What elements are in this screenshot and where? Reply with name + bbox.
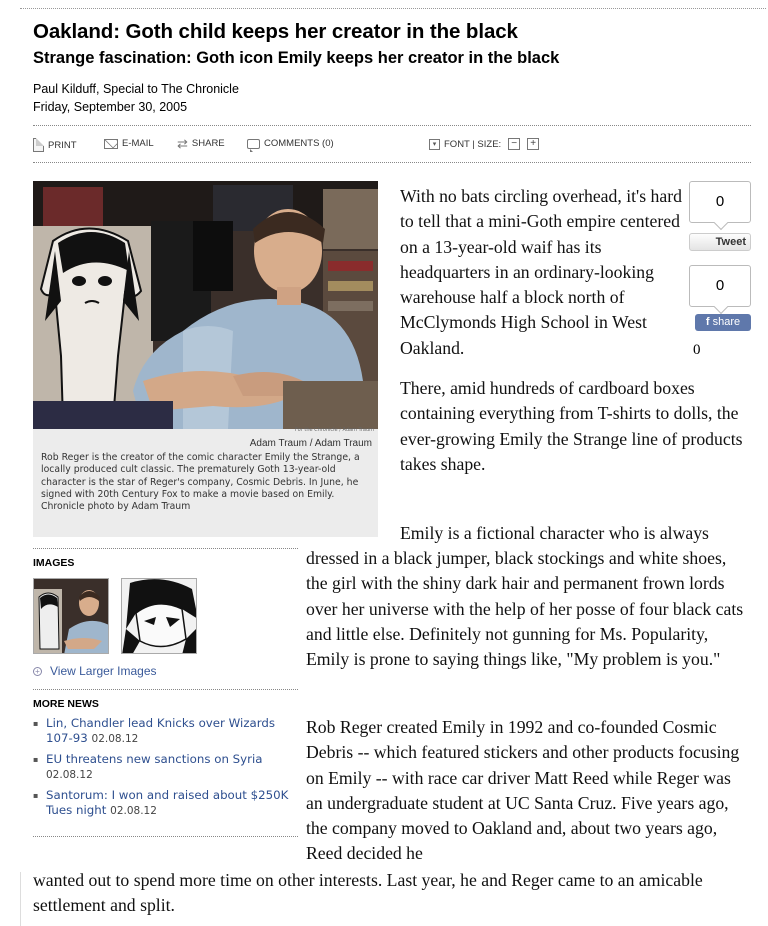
body-paragraph-4: Rob Reger created Emily in 1992 and co-founded Cosmic Debris -- which featured stickers and other products focusing on Emily -- with race car driver Matt Reed while Reger was an undergraduate student at UC Santa Cruz. Five years ago, the company moved to Oakland and, about two years ago, Reed decided he xyxy=(306,717,740,864)
more-news-title: MORE NEWS xyxy=(33,698,99,710)
news-link[interactable]: EU threatens new sanctions on Syria xyxy=(46,752,263,766)
byline: Paul Kilduff, Special to The Chronicle xyxy=(33,82,239,96)
news-date: 02.08.12 xyxy=(110,805,157,817)
news-item xyxy=(33,788,295,819)
font-icon: ▾ xyxy=(429,139,440,150)
facebook-share-button[interactable] xyxy=(695,314,751,331)
print-icon xyxy=(33,138,44,152)
body-paragraph-3: dressed in a black jumper, black stockings and white shoes, the girl with the shiny dark hair and permanent frown lords over her universe with the help of her posse of four black cats and little else. Definitely not gunning for Ms. Popularity, Emily is prone to saying things like, "My problem is you." xyxy=(306,548,744,670)
increase-font-button[interactable]: + xyxy=(527,138,539,150)
headline: Oakland: Goth child keeps her creator in the black xyxy=(33,20,518,43)
body-paragraph-4-continued: wanted out to spend more time on other interests. Last year, he and Reger came to an amicable settlement and split. xyxy=(33,870,703,916)
facebook-icon: f xyxy=(705,316,710,328)
images-title: IMAGES xyxy=(33,557,75,569)
photo-small-credit: For the Chronicle / Adam Traum xyxy=(294,427,374,433)
font-size-label: FONT | SIZE: xyxy=(444,138,502,150)
article-toolbar xyxy=(33,135,751,157)
email-label: E-MAIL xyxy=(122,138,154,149)
view-larger-label: View Larger Images xyxy=(50,664,157,678)
photo-module xyxy=(33,181,378,537)
body-paragraph-3-start: Emily is a fictional character who is always xyxy=(400,523,709,543)
left-margin-rule xyxy=(20,872,21,926)
sidebar-bottom-rule xyxy=(33,836,298,837)
news-item xyxy=(33,716,295,747)
comment-icon xyxy=(247,139,260,149)
print-button[interactable] xyxy=(33,138,77,152)
top-divider xyxy=(20,8,766,9)
facebook-count: 0 xyxy=(693,342,701,358)
social-widgets xyxy=(688,181,752,361)
plus-circle-icon: + xyxy=(33,667,42,676)
toolbar-top-rule xyxy=(33,125,751,126)
more-news-list xyxy=(33,716,295,824)
share-count: 0 xyxy=(689,265,751,307)
comments-button[interactable] xyxy=(247,138,334,149)
share-label: SHARE xyxy=(191,138,225,149)
news-link[interactable]: Lin, Chandler lead Knicks over Wizards 107-93 xyxy=(46,716,276,745)
tweet-count: 0 xyxy=(689,181,751,223)
photo-credit: Adam Traum / Adam Traum xyxy=(249,438,372,449)
thumbnail-photo-1[interactable] xyxy=(33,578,109,654)
email-button[interactable] xyxy=(104,138,154,149)
sidebar-middle-rule xyxy=(33,689,298,690)
font-size-control xyxy=(429,138,539,150)
body-paragraph-1: With no bats circling overhead, it's hard to tell that a mini-Goth empire centered on a 13-year-old waif has its headquarters in an ordinary-looking warehouse half a block north of McClymonds High School in West Oakland. xyxy=(400,186,682,358)
news-date: 02.08.12 xyxy=(46,769,93,781)
comments-label: COMMENTS (0) xyxy=(264,138,334,149)
thumbnail-photo-2[interactable] xyxy=(121,578,197,654)
subheadline: Strange fascination: Goth icon Emily keeps her creator in the black xyxy=(33,49,560,67)
view-larger-images-link[interactable] xyxy=(33,664,157,678)
news-date: 02.08.12 xyxy=(91,733,139,745)
print-label: PRINT xyxy=(48,139,77,151)
main-photo[interactable] xyxy=(33,181,378,429)
news-item xyxy=(33,752,295,783)
share-icon: ⇄ xyxy=(177,135,188,151)
news-link[interactable]: Santorum: I won and raised about $250K Tues night xyxy=(46,788,289,817)
sidebar-top-rule xyxy=(33,548,298,549)
tweet-button[interactable]: Tweet xyxy=(689,233,751,251)
publish-date: Friday, September 30, 2005 xyxy=(33,100,188,114)
email-icon xyxy=(104,139,118,149)
toolbar-bottom-rule xyxy=(33,162,751,163)
decrease-font-button[interactable]: − xyxy=(508,138,520,150)
share-button[interactable] xyxy=(177,135,225,151)
facebook-share-label: share xyxy=(712,316,741,328)
photo-caption: Rob Reger is the creator of the comic character Emily the Strange, a locally produced cult classic. The prematurely Goth 13-year-old character is the star of Reger's company, Cosmic Debris. In June, he signed with 20th Century Fox to make a movie based on Emily. Chronicle photo by Adam Traum xyxy=(41,452,360,513)
body-paragraph-2: There, amid hundreds of cardboard boxes containing everything from T-shirts to dolls, the ever-growing Emily the Strange line of products takes shape. xyxy=(400,378,743,474)
